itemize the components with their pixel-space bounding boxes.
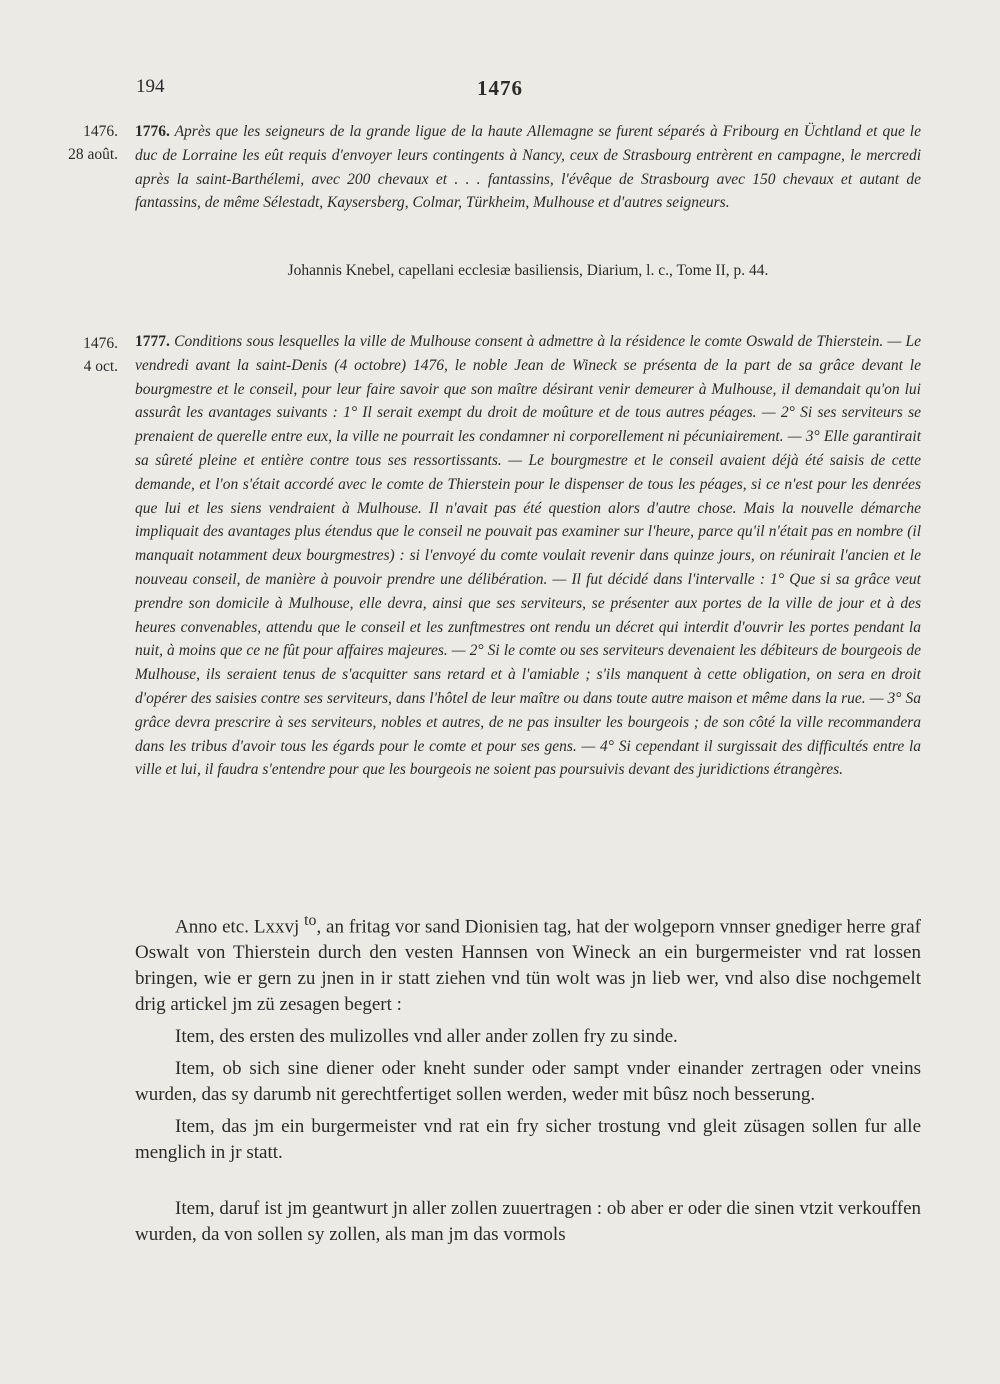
margin-date-day: 4 oct. <box>83 358 118 375</box>
entry-1777 <box>135 330 921 782</box>
margin-date-day: 28 août. <box>68 146 118 163</box>
entry-number: 1776. <box>135 123 170 140</box>
margin-date-year: 1476. <box>83 123 118 140</box>
german-p1-start: Anno etc. Lxxvj <box>175 916 300 938</box>
german-item-3: Item, das jm ein burgermeister vnd rat ein fry sicher trostung vnd gleit züsagen sollen fur alle menglich in jr statt. <box>135 1116 921 1164</box>
german-text <box>135 908 921 1248</box>
german-item-4: Item, daruf ist jm geantwurt jn aller zollen zuuertragen : ob aber er oder die sinen vtzit verkouffen wurden, da von sollen sy zollen, als man jm das vormols <box>135 1198 921 1246</box>
margin-date-1776 <box>36 120 118 166</box>
entry-text: Conditions sous lesquelles la ville de Mulhouse consent à admettre à la résidence le comte Oswald de Thierstein. — Le vendredi avant la saint-Denis (4 octobre) 1476, le noble Jean de Wineck se présenta de la part de sa grâce devant le bourgmestre et le conseil, pour leur faire savoir que son maître désirant venir demeurer à Mulhouse, il demandait qu'on lui assurât les avantages suivants : 1° Il serait exempt du droit de moûture et de tous autres péages. — 2° Si ses serviteurs se prenaient de querelle entre eux, la ville ne pourrait les condamner ni corporellement ni pécuniairement. — 3° Elle garantirait sa sûreté pleine et entière contre tous ses ressortissants. — Le bourgmestre et le conseil avaient déjà été saisis de cette demande, et l'on s'était accordé avec le comte de Thierstein pour le dispenser de tous les péages, si ce n'est pour les denrées que lui et les siens vendraient à Mulhouse. Il n'avait pas été question alors d'autre chose. Mais la nouvelle démarche impliquait des avantages plus étendus que le conseil ne pouvait pas examiner sur l'heure, parce qu'il n'était pas en nombre (il manquait notamment deux bourgmestres) : si l'envoyé du comte voulait revenir dans quinze jours, on réunirait l'ancien et le nouveau conseil, de manière à pouvoir prendre une délibération. — Il fut décidé dans l'intervalle : 1° Que si sa grâce veut prendre son domicile à Mulhouse, elle devra, ainsi que ses serviteurs, se présenter aux portes de la ville de jour et à des heures convenables, attendu que le conseil et les zunftmestres ont rendu un décret qui interdit d'ouvrir les portes pendant la nuit, à moins que ce ne fût pour affaires majeures. — 2° Si le comte ou ses serviteurs devenaient les débiteurs de bourgeois de Mulhouse, ils seraient tenus de s'acquitter sans retard et à l'amiable ; s'ils manquent à cette obligation, on sera en droit d'opérer des saisies contre ses serviteurs, dans l'hôtel de leur maître ou dans toute autre maison et même dans la rue. — 3° Sa grâce devra prescrire à ses serviteurs, nobles et autres, de ne pas insulter les bourgeois ; de son côté la ville recommandera dans les tribus d'avoir tous les égards pour le comte et pour ses gens. — 4° Si cependant il surgissait des difficultés entre la ville et lui, il faudra s'entendre pour que les bourgeois ne soient pas poursuivis devant des juridictions étrangères. <box>135 333 921 779</box>
margin-date-year: 1476. <box>83 335 118 352</box>
running-title: 1476 <box>477 76 523 100</box>
entry-text: Après que les seigneurs de la grande ligue de la haute Allemagne se furent séparés à Fribourg en Üchtland et que le duc de Lorraine les eût requis d'envoyer leurs contingents à Nancy, ceux de Strasbourg entrèrent en campagne, le mercredi après la saint-Barthélemi, avec 200 chevaux et . . . fantassins, l'évêque de Strasbourg avec 150 chevaux et autant de fantassins, de même Sélestadt, Kaysersberg, Colmar, Türkheim, Mulhouse et d'autres seigneurs. <box>135 123 921 212</box>
margin-date-1777 <box>36 332 118 378</box>
page-number: 194 <box>136 76 165 97</box>
german-item-1: Item, des ersten des mulizolles vnd aller ander zollen fry zu sinde. <box>175 1026 678 1048</box>
german-item-2: Item, ob sich sine diener oder kneht sunder oder sampt vnder einander zertragen oder vneins wurden, das sy darumb nit gerechtfertiget sollen werden, weder mit bûsz noch besserung. <box>135 1058 921 1106</box>
german-p1-rest: , an fritag vor sand Dionisien tag, hat der wolgeporn vnnser gnediger herre graf Oswalt von Thierstein durch den vesten Hannsen von Wineck an ein burgermeister vnd rat lossen bringen, wie er gern zu jnen in ir statt ziehen vnd tün wolt was jn lieb wer, vnd also dise nochgemelt drig artickel jm zü zesagen begert : <box>135 916 922 1016</box>
german-paragraph-1 <box>135 908 921 1018</box>
entry-number: 1777. <box>135 333 170 350</box>
entry-1776 <box>135 120 921 215</box>
entry-source: Johannis Knebel, capellani ecclesiæ basiliensis, Diarium, l. c., Tome II, p. 44. <box>287 262 769 279</box>
german-p1-sup: to <box>304 912 317 929</box>
